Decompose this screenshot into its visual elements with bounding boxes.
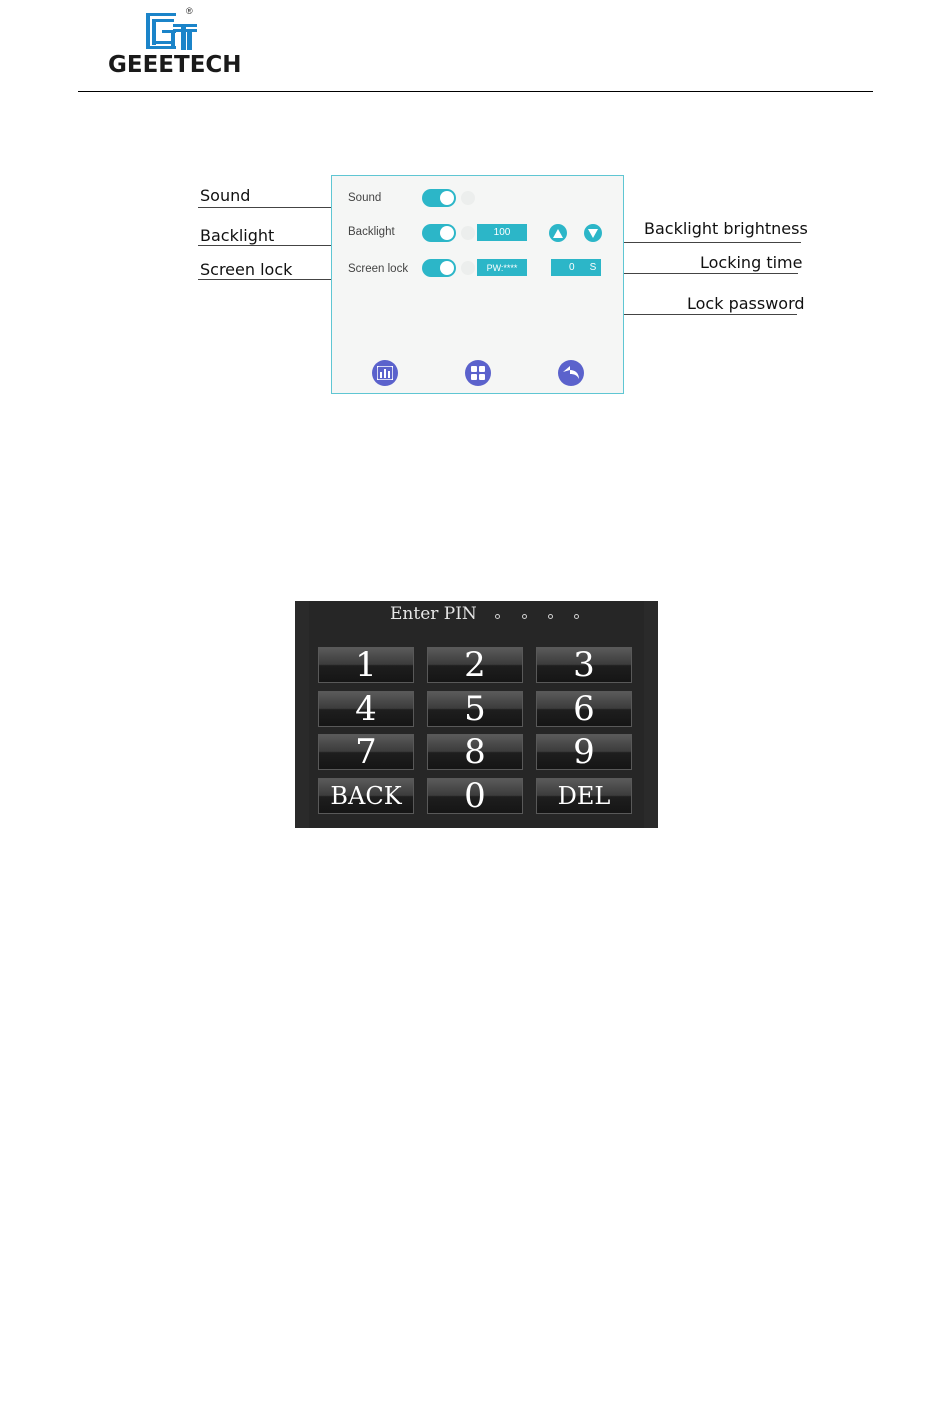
screen-lock-label: Screen lock (348, 263, 409, 275)
toggle-shadow (461, 261, 475, 275)
lock-password-field[interactable]: PW:**** (477, 259, 527, 276)
callout-lock-password: Lock password (687, 294, 805, 313)
key-5[interactable]: 5 (427, 691, 523, 727)
brightness-down-button[interactable] (584, 224, 602, 242)
key-9[interactable]: 9 (536, 734, 632, 770)
arrow-down-icon (588, 229, 598, 238)
key-0[interactable]: 0 (427, 778, 523, 814)
backlight-brightness-value[interactable]: 100 (477, 224, 527, 241)
brand-name: GEEETECH (108, 52, 242, 78)
pin-title: Enter PIN (390, 604, 477, 624)
pin-slot (495, 614, 500, 619)
key-1[interactable]: 1 (318, 647, 414, 683)
key-6[interactable]: 6 (536, 691, 632, 727)
geeetech-logo-icon (143, 10, 199, 54)
leader-line-locking-time (601, 273, 798, 274)
grid-menu-icon (471, 366, 485, 380)
arrow-up-icon (553, 229, 563, 238)
toggle-shadow (461, 191, 475, 205)
back-key[interactable]: BACK (318, 778, 414, 814)
locking-time-value: 0 (569, 262, 575, 273)
pin-slot (522, 614, 527, 619)
locking-time-unit: S (589, 262, 597, 273)
back-button[interactable] (558, 360, 584, 386)
pin-slot (548, 614, 553, 619)
backlight-label: Backlight (348, 226, 395, 238)
callout-backlight: Backlight (200, 226, 275, 245)
sound-label: Sound (348, 192, 382, 204)
pin-slot (574, 614, 579, 619)
callout-locking-time: Locking time (700, 253, 803, 272)
screen-lock-toggle[interactable] (422, 259, 456, 277)
toggle-shadow (461, 226, 475, 240)
del-key[interactable]: DEL (536, 778, 632, 814)
brightness-up-button[interactable] (549, 224, 567, 242)
registered-mark: ® (186, 6, 193, 16)
back-arrow-icon (563, 366, 579, 380)
callout-sound: Sound (200, 186, 251, 205)
callout-backlight-brightness: Backlight brightness (644, 219, 808, 238)
stats-button[interactable] (372, 360, 398, 386)
header-divider (78, 91, 873, 92)
key-4[interactable]: 4 (318, 691, 414, 727)
menu-button[interactable] (465, 360, 491, 386)
key-7[interactable]: 7 (318, 734, 414, 770)
backlight-toggle[interactable] (422, 224, 456, 242)
callout-screen-lock: Screen lock (200, 260, 293, 279)
key-8[interactable]: 8 (427, 734, 523, 770)
sound-toggle[interactable] (422, 189, 456, 207)
key-2[interactable]: 2 (427, 647, 523, 683)
stats-icon (377, 366, 393, 380)
key-3[interactable]: 3 (536, 647, 632, 683)
locking-time-field[interactable] (551, 259, 601, 276)
